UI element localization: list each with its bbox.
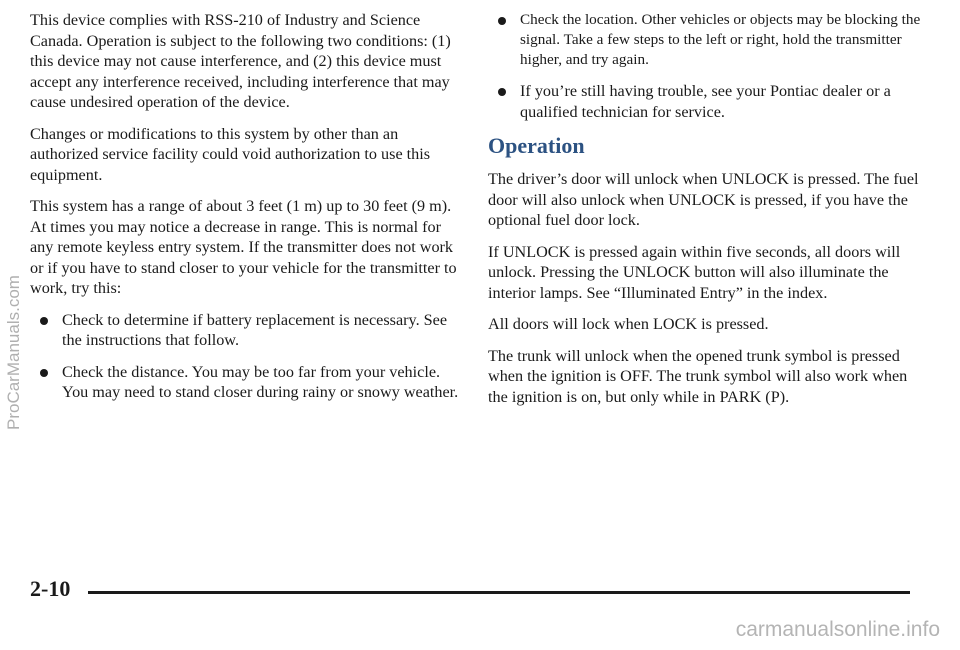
bullet-icon xyxy=(498,17,506,25)
list-item-text: Check the location. Other vehicles or objects may be blocking the signal. Take a few steps to the left or right, hold the transmitter higher, and try again. xyxy=(520,11,921,68)
bullet-icon xyxy=(40,369,48,377)
side-watermark: ProCarManuals.com xyxy=(4,275,23,430)
paragraph-range: This system has a range of about 3 feet (1 m) up to 30 feet (9 m). At times you may notice a decrease in range. This is normal for any remote keyless entry system. If the transmitter does not work or if you have to stand closer to your vehicle for the transmitter to work, try this: xyxy=(30,197,457,297)
list-item xyxy=(30,310,465,351)
paragraph-compliance: This device complies with RSS-210 of Industry and Science Canada. Operation is subject to the following two conditions: (1) this device may not cause interference, and (2) this device must accept any interference received, including interference that may cause undesired operation of the device. xyxy=(30,11,451,111)
bottom-watermark: carmanualsonline.info xyxy=(735,618,940,641)
right-column xyxy=(488,10,923,418)
left-column xyxy=(30,10,465,414)
paragraph-modifications: Changes or modifications to this system by other than an authorized service facility could void authorization to use this equipment. xyxy=(30,124,431,184)
footer-divider xyxy=(88,591,910,594)
paragraph-trunk: The trunk will unlock when the opened trunk symbol is pressed when the ignition is OFF. The trunk symbol will also work when the ignition is on, but only while in PARK (P). xyxy=(488,346,908,406)
list-item-text: If you’re still having trouble, see your Pontiac dealer or a qualified technician for service. xyxy=(520,82,891,121)
paragraph-unlock-again: If UNLOCK is pressed again within five seconds, all doors will unlock. Pressing the UNLOCK button will also illuminate the interior lamps. See “Illuminated Entry” in the index. xyxy=(488,242,901,302)
list-item-text: Check to determine if battery replacement is necessary. See the instructions that follow. xyxy=(62,310,448,349)
list-item xyxy=(488,10,923,70)
list-item xyxy=(488,81,923,122)
page-number: 2-10 xyxy=(30,576,71,601)
list-item-text: Check the distance. You may be too far from your vehicle. You may need to stand closer during rainy or snowy weather. xyxy=(62,362,459,401)
bullet-icon xyxy=(40,317,48,325)
list-item xyxy=(30,362,465,403)
section-heading: Operation xyxy=(488,133,585,158)
paragraph-driver-door: The driver’s door will unlock when UNLOCK is pressed. The fuel door will also unlock when UNLOCK is pressed, if you have the optional fuel door lock. xyxy=(488,170,919,229)
bullet-icon xyxy=(498,88,506,96)
paragraph-lock: All doors will lock when LOCK is pressed. xyxy=(488,315,769,333)
